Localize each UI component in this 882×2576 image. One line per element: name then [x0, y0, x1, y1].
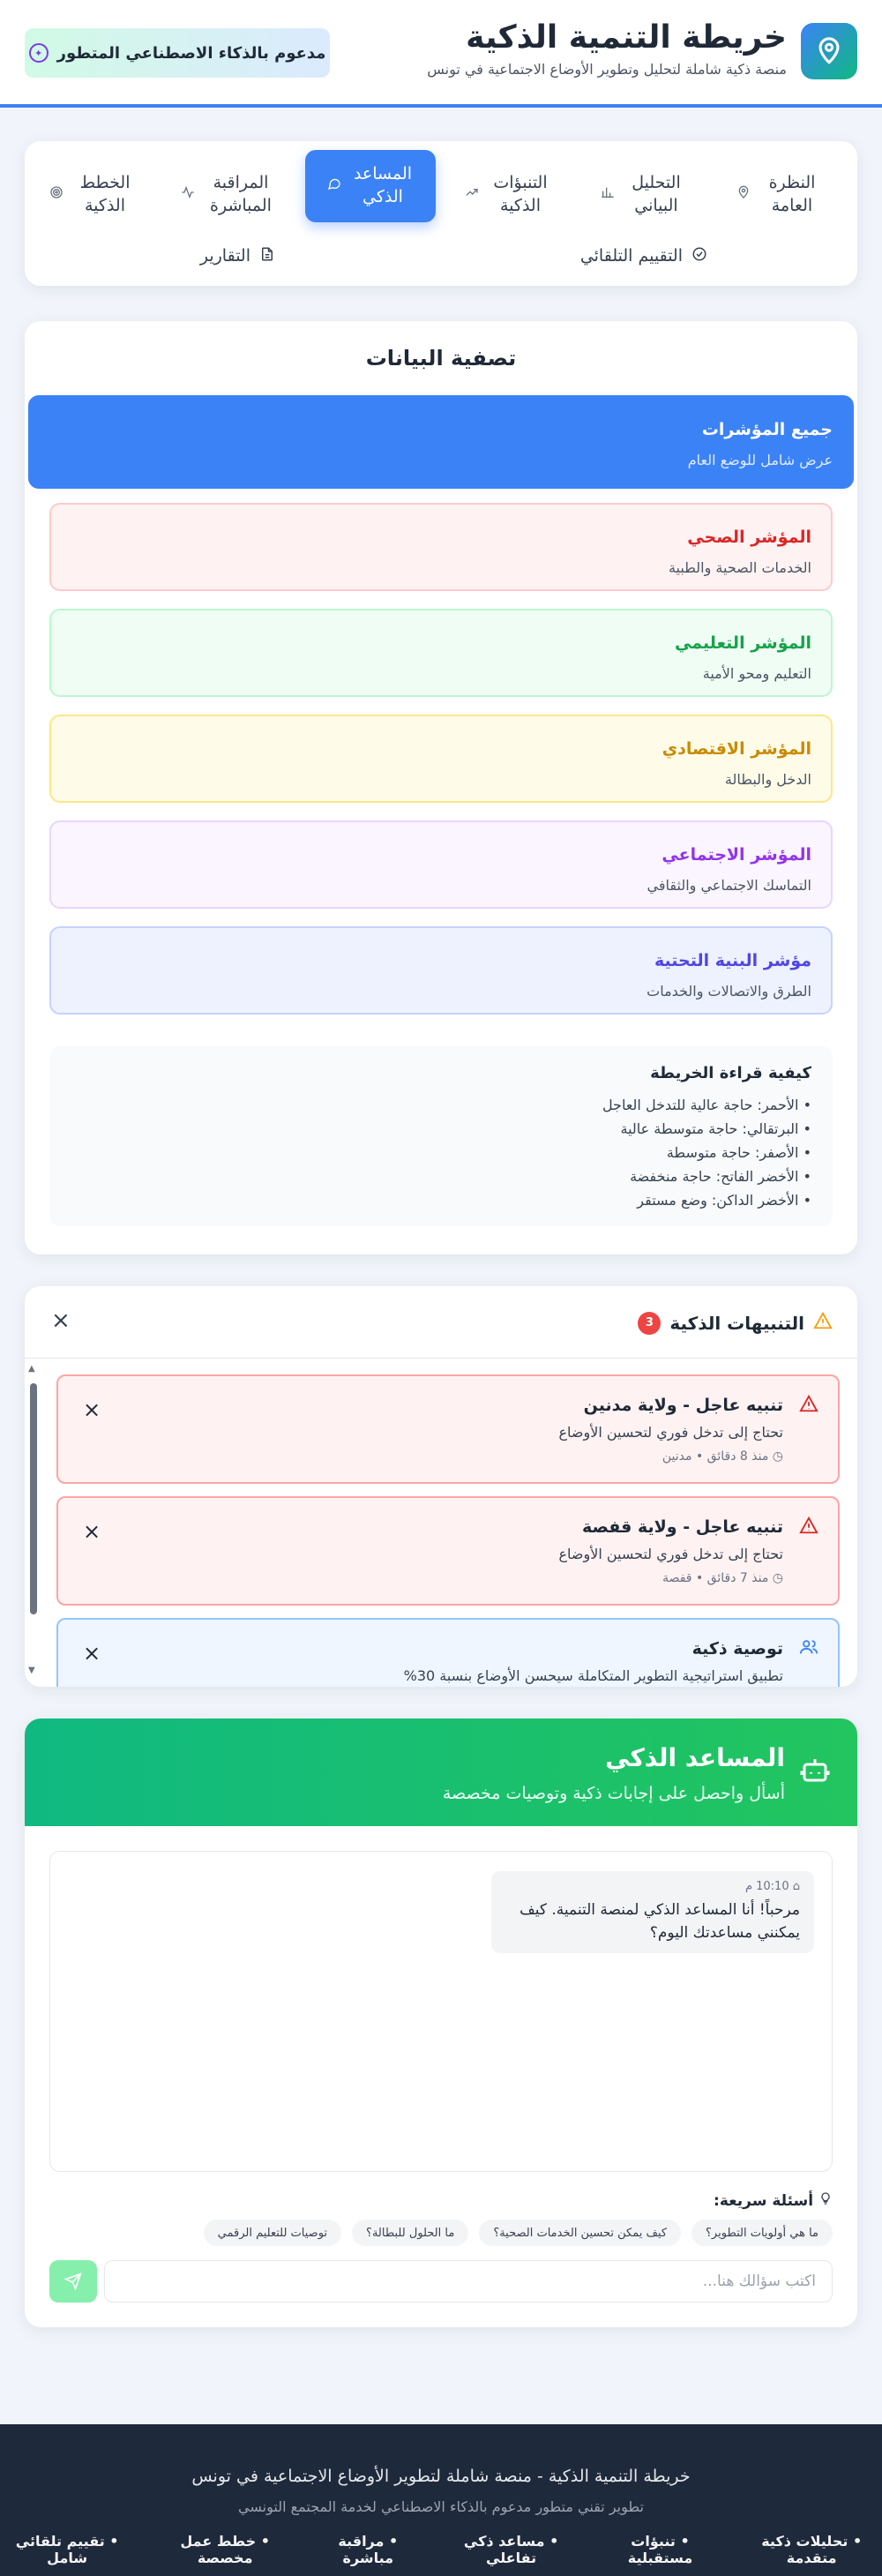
legend-item: • الأخضر الفاتح: حاجة منخفضة: [630, 1168, 811, 1185]
assistant-message: [491, 1871, 814, 1953]
filter-title: تصفية البيانات: [365, 346, 517, 371]
tab-plans-label: الخطط الذكية: [79, 173, 131, 215]
chat-icon: [327, 176, 341, 196]
alert-desc: تحتاج إلى تدخل فوري لتحسين الأوضاع: [558, 1546, 783, 1562]
warning-icon: [799, 1516, 818, 1540]
alerts-count-badge: 3: [638, 1312, 661, 1335]
clock-icon: ◷: [772, 1449, 783, 1464]
filter-option-title: المؤشر التعليمي: [674, 633, 811, 653]
smart-alerts-panel: [25, 1286, 857, 1687]
clock-icon: ◷: [772, 1571, 783, 1585]
filter-option-title: المؤشر الاجتماعي: [662, 845, 811, 865]
scroll-down-icon[interactable]: ▼: [28, 1666, 35, 1675]
alert-meta: [79, 1571, 783, 1585]
tab-overview-label: النظرة العامة: [768, 173, 816, 215]
footer-title: خريطة التنمية الذكية - منصة شاملة لتطوير الأوضاع الاجتماعية في تونس: [191, 2467, 691, 2486]
tab-charts[interactable]: [582, 159, 706, 231]
quick-question-chip[interactable]: توصيات للتعليم الرقمي: [204, 2220, 341, 2246]
app-title: خريطة التنمية الذكية: [466, 19, 787, 56]
message-time-row: [505, 1880, 800, 1893]
legend-item: • الأحمر: حاجة عالية للتدخل العاجل: [602, 1097, 811, 1113]
chat-input[interactable]: [104, 2260, 833, 2303]
scroll-up-icon[interactable]: ▲: [28, 1364, 35, 1374]
footer-feature: • مساعد ذكي تفاعلي: [463, 2533, 559, 2566]
alerts-header: [25, 1286, 857, 1359]
app-subtitle: منصة ذكية شاملة لتحليل وتطوير الأوضاع الاجتماعية في تونس: [427, 61, 787, 78]
lightbulb-icon: [813, 2192, 833, 2210]
bar-chart-icon: [601, 185, 615, 205]
assistant-title: المساعد الذكي: [605, 1743, 785, 1772]
users-icon: [799, 1637, 818, 1662]
quick-question-chip[interactable]: ما الحلول للبطالة؟: [352, 2220, 468, 2246]
tab-reports-label: التقارير: [199, 246, 250, 266]
footer-feature: • تقييم تلقائي شامل: [15, 2533, 119, 2566]
chat-input-row: [49, 2260, 833, 2303]
filter-option-economic[interactable]: [49, 715, 833, 803]
robot-icon: ⌂: [792, 1880, 800, 1893]
alerts-title-group: [638, 1311, 833, 1335]
filter-option-desc: الطرق والاتصالات والخدمات: [647, 983, 811, 1000]
map-legend: [49, 1046, 833, 1226]
legend-title: كيفية قراءة الخريطة: [650, 1064, 811, 1082]
filter-option-infrastructure[interactable]: [49, 926, 833, 1015]
activity-icon: [181, 185, 195, 205]
tab-reports[interactable]: [200, 238, 275, 273]
filter-option-desc: عرض شامل للوضع العام: [687, 452, 833, 468]
close-alerts-button[interactable]: ×: [51, 1307, 71, 1334]
data-filter-panel: [25, 321, 857, 1254]
legend-item: • الأصفر: حاجة متوسطة: [666, 1144, 811, 1161]
document-icon: [259, 246, 275, 266]
check-circle-icon: [691, 246, 707, 266]
message-text: مرحباً! أنا المساعد الذكي لمنصة التنمية. كيف يمكنني مساعدتك اليوم؟: [519, 1901, 800, 1942]
footer-feature: • خطط عمل مخصصة: [180, 2533, 270, 2566]
footer-feature: • تحليلات ذكية متقدمة: [761, 2533, 863, 2566]
filter-option-education[interactable]: [49, 609, 833, 697]
assistant-subtitle: أسأل واحصل على إجابات ذكية وتوصيات مخصصة: [442, 1784, 785, 1803]
alert-desc: تحتاج إلى تدخل فوري لتحسين الأوضاع: [558, 1424, 783, 1441]
alert-item: [56, 1496, 840, 1606]
quick-question-chip[interactable]: كيف يمكن تحسين الخدمات الصحية؟: [479, 2220, 681, 2246]
assistant-header: [25, 1719, 857, 1826]
map-pin-icon: [736, 185, 751, 205]
target-icon: [49, 185, 64, 205]
smart-assistant-panel: [25, 1719, 857, 2327]
tab-monitoring-label: المراقبة المباشرة: [210, 173, 272, 215]
page-footer: [0, 2424, 882, 2576]
map-pin-icon: [801, 23, 857, 79]
tab-plans[interactable]: [34, 159, 152, 231]
alerts-scrollbar[interactable]: [28, 1364, 37, 1681]
filter-option-title: المؤشر الصحي: [687, 528, 811, 547]
brain-icon: ✦: [29, 43, 49, 63]
alert-item: [56, 1374, 840, 1484]
filter-option-title: جميع المؤشرات: [701, 420, 833, 439]
app-header: [0, 0, 882, 108]
tab-evaluation[interactable]: [580, 238, 707, 273]
quick-questions: [204, 2220, 833, 2246]
legend-item: • البرتقالي: حاجة متوسطة عالية: [620, 1120, 811, 1137]
send-button[interactable]: [49, 2260, 97, 2303]
footer-subtitle: تطوير تقني متطور مدعوم بالذكاء الاصطناعي لخدمة المجتمع التونسي: [238, 2498, 644, 2515]
tab-assistant[interactable]: [305, 150, 436, 222]
quick-questions-title: [714, 2191, 833, 2210]
dismiss-alert-button[interactable]: ×: [83, 1519, 101, 1544]
trend-icon: [465, 185, 479, 205]
ai-badge-label: مدعوم بالذكاء الاصطناعي المتطور: [56, 43, 326, 63]
filter-option-desc: الخدمات الصحية والطبية: [668, 559, 811, 576]
warning-icon: [813, 1311, 833, 1335]
warning-icon: [799, 1394, 818, 1419]
dismiss-alert-button[interactable]: ×: [83, 1641, 101, 1666]
filter-option-title: مؤشر البنية التحتية: [654, 951, 811, 970]
alert-desc: تطبيق استراتيجية التطوير المتكاملة سيحسن الأوضاع بنسبة 30%: [403, 1667, 783, 1684]
alert-title: تنبيه عاجل - ولاية مدنين: [583, 1396, 783, 1415]
tab-overview[interactable]: [718, 159, 841, 231]
alert-item: [56, 1618, 840, 1687]
alert-meta-text: منذ 8 دقائق • مدنين: [662, 1449, 769, 1464]
robot-icon: [797, 1754, 833, 1789]
navigation-tabs: [25, 141, 857, 286]
message-time: 10:10 م: [744, 1880, 789, 1893]
tab-predictions[interactable]: [446, 159, 570, 231]
filter-option-title: المؤشر الاقتصادي: [662, 739, 811, 759]
filter-option-social[interactable]: [49, 820, 833, 909]
filter-option-desc: التعليم ومحو الأمية: [702, 665, 811, 682]
legend-item: • الأخضر الداكن: وضع مستقر: [637, 1192, 811, 1209]
alert-meta-text: منذ 7 دقائق • قفصة: [662, 1571, 769, 1585]
quick-question-chip[interactable]: ما هي أولويات التطوير؟: [691, 2220, 833, 2246]
alert-meta: [79, 1449, 783, 1464]
tab-charts-label: التحليل البياني: [632, 173, 681, 215]
quick-questions-label: أسئلة سريعة:: [714, 2192, 814, 2210]
footer-features: [0, 2533, 882, 2566]
filter-option-desc: التماسك الاجتماعي والثقافي: [647, 877, 811, 894]
filter-option-desc: الدخل والبطالة: [724, 771, 811, 788]
brand: [427, 19, 787, 78]
alert-title: تنبيه عاجل - ولاية قفصة: [581, 1517, 783, 1537]
alerts-title: التنبيهات الذكية: [669, 1312, 804, 1334]
dismiss-alert-button[interactable]: ×: [83, 1397, 101, 1422]
filter-option-health[interactable]: [49, 503, 833, 591]
alert-title: توصية ذكية: [691, 1639, 783, 1659]
scrollbar-thumb[interactable]: [30, 1383, 37, 1614]
tab-monitoring[interactable]: [162, 159, 295, 231]
footer-feature: • تنبؤات مستقبلية: [627, 2533, 693, 2566]
tab-evaluation-label: التقييم التلقائي: [579, 246, 683, 266]
chat-messages[interactable]: [49, 1851, 833, 2172]
tab-predictions-label: التنبؤات الذكية: [493, 173, 548, 215]
footer-feature: • مراقبة مباشرة: [338, 2533, 399, 2566]
ai-badge: [25, 28, 330, 78]
filter-option-all[interactable]: [28, 395, 854, 489]
tab-assistant-label: المساعد الذكي: [353, 164, 413, 206]
